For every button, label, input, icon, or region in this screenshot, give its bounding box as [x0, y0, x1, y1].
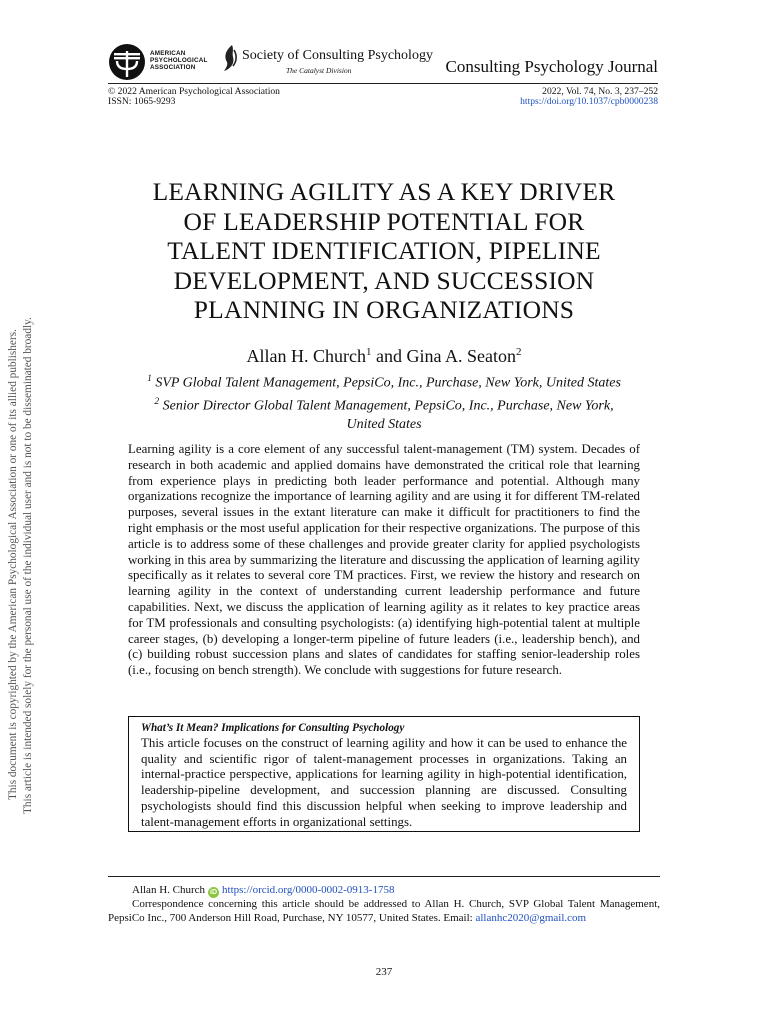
orcid-author: Allan H. Church — [132, 884, 206, 896]
author-line — [108, 346, 660, 367]
affiliations — [108, 370, 660, 434]
scp-logo — [222, 44, 433, 76]
article-title — [108, 177, 660, 325]
author-sup: 1 — [365, 346, 372, 358]
author-join: and — [371, 346, 407, 366]
author-sup: 2 — [515, 346, 522, 358]
page-number: 237 — [375, 966, 393, 978]
orcid-link[interactable]: https://orcid.org/0000-0002-0913-1758 — [222, 884, 395, 896]
abstract: Learning agility is a core element of any successful talent-management (TM) system. Decades of research in both academic and applied domains have demonstrated the critical role that learning from experience plays in predicting both leader performance and potential. Although many organizations recognize the importance of learning agility and are using it for different TM-related purposes, several issues in the extant literature can make it difficult for practitioners to find the right emphasis or the most useful application for their respective organizations. The purpose of this article is to address some of these challenges and provide greater clarity for applied psychologists working in this area by summarizing the literature and discussing the application of learning agility specifically as it relates to several core TM practices. First, we review the history and research on learning agility in the context of understanding current leadership performance and future capabilities. Next, we discuss the application of learning agility as it relates to key practice areas for TM professionals and consulting psychologists: (a) identifying high-potential talent at multiple career stages, (b) developing a longer-term pipeline of future leaders (i.e., leadership bench), and (c) building robust succession plans and slates of candidates for staffing senior-leadership roles (i.e., focusing on bench strength). We conclude with suggestions for future research. — [128, 442, 640, 678]
header-rule — [108, 83, 658, 84]
footnote-rule — [108, 876, 660, 877]
email-link[interactable]: allanhc2020@gmail.com — [475, 911, 587, 924]
affiliation-1: $^1$ SVP Global Talent Management, PepsiCo, Inc., Purchase, New York, United States — [147, 374, 621, 391]
implications-body: This article focuses on the construct of learning agility and how it can be used to enhance the quality and scientific rigor of talent-management processes in organizations. Taking an internal-practice perspective, applications for learning agility in high-potential identification, leadership-pipeline development, and succession planning are discussed. Consulting psychologists should find this discussion helpful when seeking to improve leadership and talent-management efforts in organizational settings. — [141, 736, 627, 829]
implications-heading: What’s It Mean? Implications for Consulting Psychology — [141, 722, 405, 734]
title-line: LEARNING AGILITY AS A KEY DRIVER — [152, 177, 616, 206]
affiliation-2: $^2$ Senior Director Global Talent Management, PepsiCo, Inc., Purchase, New York, United States — [154, 396, 614, 433]
journal-title: Consulting Psychology Journal — [445, 57, 658, 76]
correspondence-text: Correspondence concerning this article should be addressed to Allan H. Church, SVP Global Talent Management, PepsiCo Inc., 700 Anderson Hill Road, Purchase, NY 10577, United States. Email: — [108, 898, 660, 924]
title-line: PLANNING IN ORGANIZATIONS — [193, 295, 575, 324]
citation-line: 2022, Vol. 74, No. 3, 237–252 — [542, 86, 658, 97]
title-line: OF LEADERSHIP POTENTIAL FOR — [183, 206, 585, 236]
correspondence-note — [108, 898, 660, 925]
header-meta-left — [108, 87, 280, 107]
copyright-side-notice: This document is copyrighted by the American Psychological Association or one of its allied publishers. — [7, 329, 19, 800]
doi-link[interactable]: https://doi.org/10.1037/cpb0000238 — [520, 96, 658, 107]
scp-flame-icon — [222, 44, 238, 72]
author-name: Gina A. Seaton — [406, 346, 516, 366]
issn-line: ISSN: 1065-9293 — [108, 96, 176, 107]
title-line: TALENT IDENTIFICATION, PIPELINE — [167, 236, 601, 265]
implications-box — [128, 716, 640, 832]
apa-logo — [108, 43, 222, 81]
scp-tagline: The Catalyst Division — [286, 66, 352, 75]
author-name: Allan H. Church — [246, 346, 366, 366]
header-meta-right — [520, 87, 658, 107]
apa-psi-logo-icon — [108, 43, 146, 81]
usage-side-notice: This article is intended solely for the personal use of the individual user and is not to be disseminated broadly. — [22, 317, 34, 814]
orcid-line — [132, 883, 394, 898]
orcid-icon: iD — [210, 889, 218, 896]
apa-logo-text: AMERICAN PSYCHOLOGICAL ASSOCIATION — [150, 50, 208, 71]
scp-name: Society of Consulting Psychology — [242, 48, 433, 63]
title-line: DEVELOPMENT, AND SUCCESSION — [173, 265, 595, 295]
copyright-line: © 2022 American Psychological Association — [108, 86, 280, 97]
